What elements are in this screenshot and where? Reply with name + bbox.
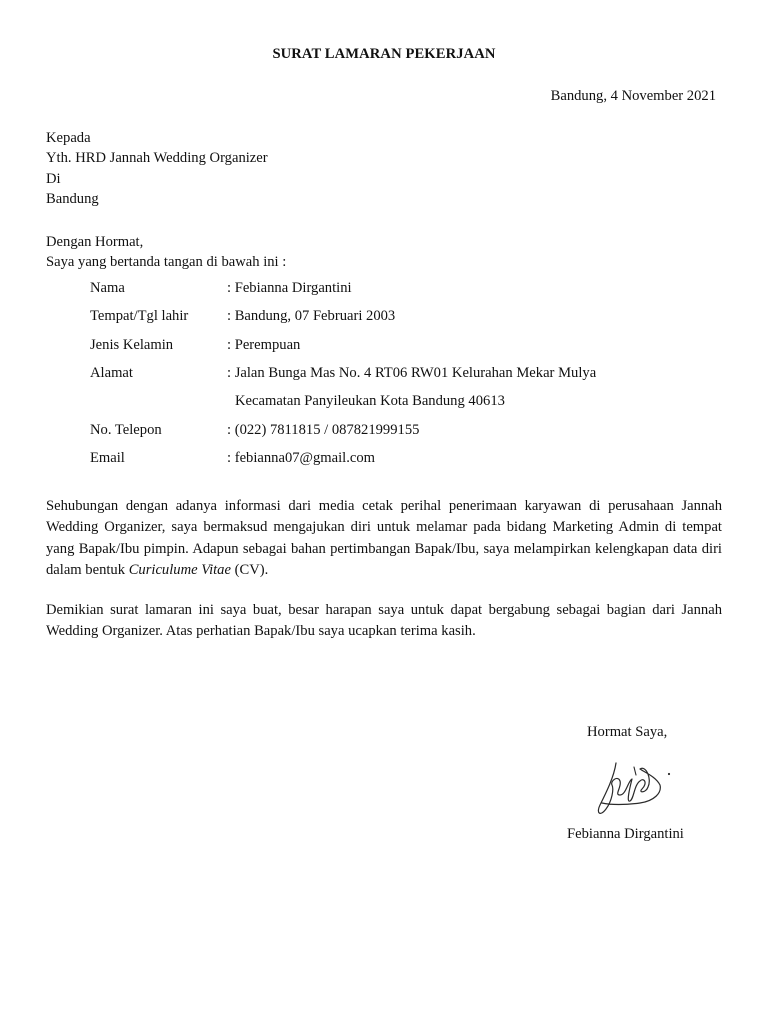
handwritten-signature [590, 745, 672, 823]
field-value: : Bandung, 07 Februari 2003 [227, 308, 396, 324]
intro-line: Saya yang bertanda tangan di bawah ini : [46, 254, 287, 270]
field-label: No. Telepon [90, 422, 162, 438]
field-value: : (022) 7811815 / 087821999155 [227, 422, 420, 438]
field-value: : febianna07@gmail.com [227, 450, 375, 466]
closing-salutation: Hormat Saya, [587, 724, 668, 740]
field-label: Nama [90, 280, 125, 296]
greeting: Dengan Hormat, [46, 234, 144, 250]
signer-name: Febianna Dirgantini [567, 826, 684, 842]
field-value: : Perempuan [227, 337, 301, 353]
paragraph-1-end: (CV). [234, 561, 269, 578]
field-value: Kecamatan Panyileukan Kota Bandung 40613 [235, 393, 505, 409]
recipient-line-2: Yth. HRD Jannah Wedding Organizer [46, 150, 268, 167]
field-value: : Jalan Bunga Mas No. 4 RT06 RW01 Kelurahan Mekar Mulya [227, 365, 597, 381]
body-paragraph-2: Demikian surat lamaran ini saya buat, besar harapan saya untuk dapat bergabung sebagai bagian dari Jannah Wedding Organizer. Atas perhatian Bapak/Ibu saya ucapkan terima kasih. [46, 602, 722, 640]
cv-italic-text: Curiculume Vitae [128, 561, 231, 578]
field-label: Jenis Kelamin [90, 337, 174, 353]
field-label: Alamat [90, 365, 133, 381]
recipient-block [46, 128, 268, 209]
recipient-line-3: Di [46, 170, 61, 187]
letter-title: SURAT LAMARAN PEKERJAAN [272, 46, 496, 62]
paragraph-1-text: Sehubungan dengan adanya informasi dari media cetak perihal penerimaan karyawan di perusahaan Jannah Wedding Organizer, saya bermaksud mengajukan diri untuk melamar pada bidang Marketing Admin di tempat yang Bapak/Ibu pimpin. Adapun sebagai bahan pertimbangan Bapak/Ibu, saya melampirkan kelengkapan data diri dalam bentuk [46, 498, 722, 578]
field-label: Email [90, 450, 125, 466]
field-value: : Febianna Dirgantini [227, 280, 352, 296]
recipient-line-4: Bandung [46, 190, 99, 207]
body-paragraph-1 [46, 496, 722, 581]
place-date: Bandung, 4 November 2021 [550, 88, 716, 104]
recipient-line-1: Kepada [46, 130, 91, 146]
field-label: Tempat/Tgl lahir [90, 308, 189, 324]
greeting-block [46, 232, 286, 272]
